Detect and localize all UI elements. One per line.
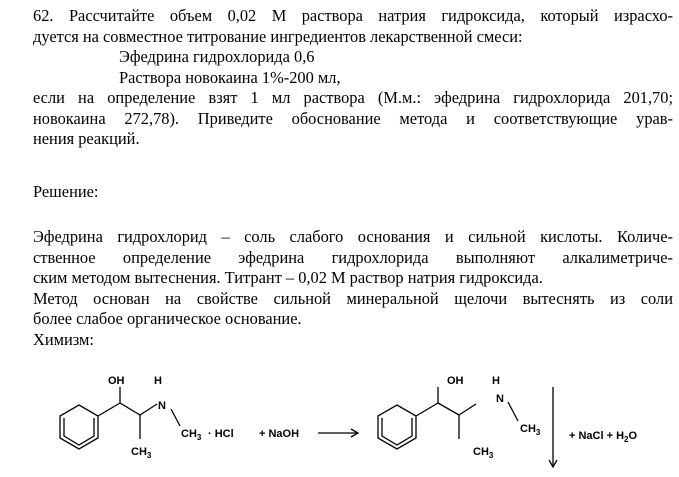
ch3-label-right: $CH_3$ <box>520 423 541 437</box>
chem-heading: Химизм: <box>33 329 94 349</box>
solution-text <box>33 227 673 350</box>
ingredient-novocaine: Раствора новокаина 1%-200 мл, <box>119 67 341 87</box>
precipitate-arrow <box>549 387 557 467</box>
problem-line-7: нения реакций. <box>33 129 140 148</box>
solution-line-2: ственное определение эфедрина гидрохлорида выполняют алкалиметриче- <box>33 247 673 267</box>
benzene-ring-inner-left <box>64 418 94 445</box>
h-label-left: H <box>154 375 162 387</box>
ephedrine-hcl-structure <box>60 387 180 449</box>
ch3-bottom-label-left: $CH_3$ <box>131 446 152 460</box>
products-label: + NaCl + $H_2O$ <box>569 430 638 444</box>
solution-line-3: ским методом вытеснения. Титрант – 0,02 М раствор натрия гидроксида. <box>33 268 543 287</box>
solution-line-1: Эфедрина гидрохлорид – соль слабого основания и сильной кислоты. Количе- <box>33 227 673 246</box>
h-label-right: H <box>492 375 500 387</box>
problem-line-2: дуется на совместное титрование ингредиентов лекарственной смеси: <box>33 26 523 46</box>
oh-label-right: OH <box>447 375 464 387</box>
solution-line-5: более слабое органическое основание. <box>33 309 302 328</box>
solution-heading-block <box>33 182 673 203</box>
ch3-label-left: $CH_3$ <box>181 428 202 442</box>
benzene-ring-right <box>378 405 416 449</box>
solution-line-4: Метод основан на свойстве сильной минеральной щелочи вытеснять из соли <box>33 288 673 308</box>
benzene-ring-left <box>60 405 98 449</box>
benzene-ring-inner-right <box>382 418 412 445</box>
reaction-arrow <box>318 429 358 437</box>
problem-line-5: если на определение взят 1 мл раствора (М.м.: эфедрина гидрохлорида 201,70; <box>33 88 673 107</box>
hcl-label: · HCl <box>208 428 234 440</box>
naoh-label: + NaOH <box>259 428 300 440</box>
ch3-bottom-label-right: $CH_3$ <box>473 446 494 460</box>
reaction-scheme <box>0 357 679 477</box>
problem-line-1: 62. Рассчитайте объем 0,02 М раствора натрия гидроксида, который израсхо- <box>33 6 673 25</box>
solution-heading: Решение: <box>33 182 99 201</box>
n-label-right: N <box>496 393 504 405</box>
problem-line-6: новокаина 272,78). Приведите обоснование метода и соответствующие урав- <box>33 108 673 128</box>
ephedrine-hcl-labels <box>108 375 299 460</box>
n-label-left: N <box>158 400 166 412</box>
oh-label-left: OH <box>108 375 125 387</box>
ephedrine-base-labels <box>447 375 637 460</box>
ingredient-ephedrine: Эфедрина гидрохлорида 0,6 <box>119 47 315 66</box>
problem-text <box>33 6 673 150</box>
